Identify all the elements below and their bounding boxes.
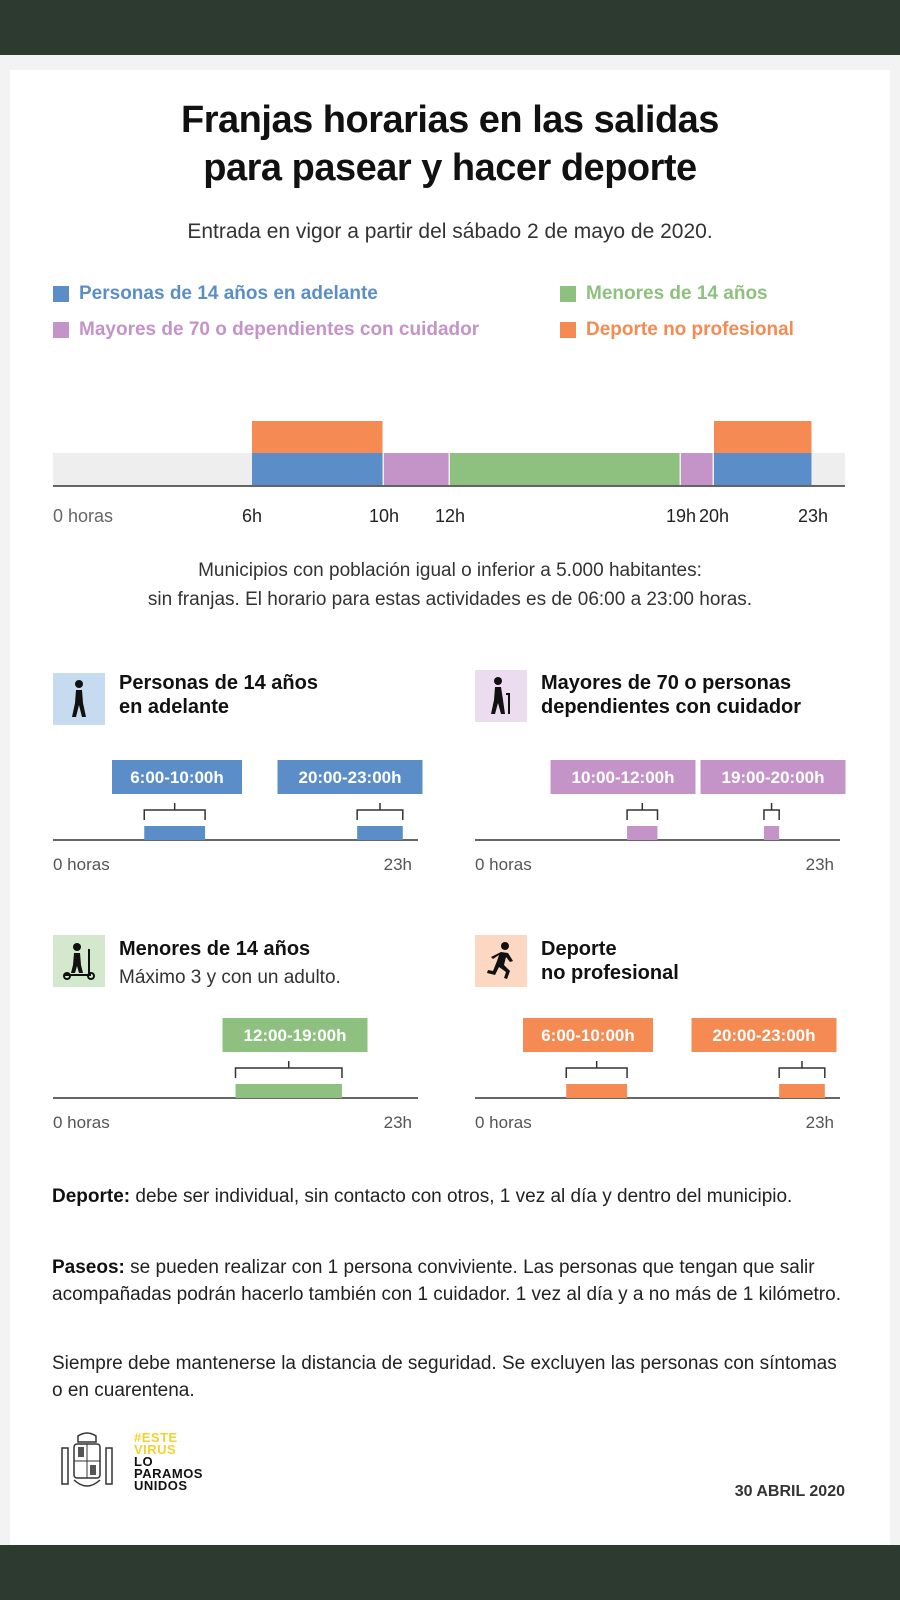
legend-item-14-plus <box>53 283 378 305</box>
slogan-line: UNIDOS <box>134 1478 188 1493</box>
tick-label: 6h <box>241 506 263 526</box>
timeline-bar <box>714 421 812 453</box>
section-bracket <box>236 1061 342 1078</box>
section-title-14-plus <box>119 671 318 719</box>
axis-start-label: 0 horas <box>53 1113 110 1132</box>
range-label: 12:00-19:00h <box>243 1026 347 1045</box>
tick-label: 23h <box>797 506 829 526</box>
section-title-sport <box>541 937 679 985</box>
este-virus-slogan-logo <box>134 1432 203 1492</box>
tick-label: 12h <box>434 506 466 526</box>
walking-person-icon <box>53 673 105 725</box>
axis-start-label: 0 horas <box>475 855 532 874</box>
slogan-line: LO <box>134 1454 154 1469</box>
deporte-paragraph <box>52 1183 852 1210</box>
tick-label: 19h <box>665 506 697 526</box>
section-title-line: Deporte <box>541 938 617 960</box>
range-label: 19:00-20:00h <box>721 768 825 787</box>
section-bar-14-plus <box>357 826 403 840</box>
running-person-icon <box>475 935 527 987</box>
timeline-bar <box>681 453 713 485</box>
deporte-text: debe ser individual, sin contacto con otros, 1 vez al día y dentro del municipio. <box>130 1186 793 1207</box>
legend-swatch-orange <box>560 322 576 338</box>
section-title-line: en adelante <box>119 696 230 718</box>
small-charts-row-1 <box>0 760 900 900</box>
section-bracket <box>764 803 779 820</box>
axis-end-label: 23h <box>383 855 412 874</box>
timeline-bar <box>252 453 383 485</box>
axis-end-label: 23h <box>383 1113 412 1132</box>
section-bar-over-70 <box>764 826 779 840</box>
axis-end-label: 23h <box>805 1113 834 1132</box>
slogan-line: #ESTE <box>134 1430 178 1445</box>
axis-start-label: 0 horas <box>475 1113 532 1132</box>
section-bracket <box>566 1061 627 1078</box>
legend-item-sport <box>560 319 794 341</box>
range-label: 6:00-10:00h <box>541 1026 635 1045</box>
page-title-line1: Franjas horarias en las salidas <box>181 99 719 141</box>
range-label: 10:00-12:00h <box>571 768 675 787</box>
range-label: 6:00-10:00h <box>130 768 224 787</box>
tick-label: 20h <box>698 506 730 526</box>
section-bracket <box>357 803 403 820</box>
section-bar-14-plus <box>144 826 205 840</box>
paseos-label: Paseos: <box>52 1257 125 1278</box>
legend-label: Deporte no profesional <box>586 319 794 340</box>
section-title-under-14: Menores de 14 años <box>119 938 311 960</box>
timeline-bar <box>384 453 449 485</box>
page-subtitle: Entrada en vigor a partir del sábado 2 de mayo de 2020. <box>187 220 713 243</box>
section-title-line: no profesional <box>541 962 679 984</box>
siempre-paragraph: Siempre debe mantenerse la distancia de seguridad. Se excluyen las personas con síntomas o en cuarentena. <box>52 1353 837 1401</box>
section-bar-under-14 <box>236 1084 342 1098</box>
axis-start-label: 0 horas <box>53 855 110 874</box>
deporte-label: Deporte: <box>52 1186 131 1207</box>
section-bracket <box>144 803 205 820</box>
elderly-person-with-cane-icon <box>475 670 527 722</box>
legend-label: Menores de 14 años <box>586 283 768 304</box>
small-charts-row-2 <box>0 1018 900 1158</box>
section-bracket <box>627 803 657 820</box>
section-bar-sport <box>779 1084 825 1098</box>
paseos-text: se pueden realizar con 1 persona conviviente. Las personas que tengan que salir acompañadas podrán hacerlo también con 1 cuidador. 1 vez al día y a no más de 1 kilómetro. <box>52 1257 841 1305</box>
page-title-line2: para pasear y hacer deporte <box>203 147 697 189</box>
legend-swatch-blue <box>53 286 69 302</box>
child-on-scooter-icon <box>53 935 105 987</box>
publication-date: 30 ABRIL 2020 <box>734 1483 845 1500</box>
slogan-line: VIRUS <box>134 1442 177 1457</box>
tick-label: 10h <box>368 506 400 526</box>
section-title-line: Mayores de 70 o personas <box>541 672 792 694</box>
slogan-line: PARAMOS <box>134 1466 203 1481</box>
timeline-bar <box>450 453 680 485</box>
section-bar-sport <box>566 1084 627 1098</box>
legend-swatch-purple <box>53 322 69 338</box>
spain-coat-of-arms-logo <box>56 1430 118 1496</box>
axis-end-label: 23h <box>805 855 834 874</box>
timeline-bar <box>714 453 812 485</box>
legend-label: Personas de 14 años en adelante <box>79 283 378 304</box>
small-municipality-note-line2: sin franjas. El horario para estas actividades es de 06:00 a 23:00 horas. <box>147 589 753 610</box>
legend-swatch-green <box>560 286 576 302</box>
timeline-bar <box>252 421 383 453</box>
legend-item-over-70 <box>53 319 479 341</box>
section-title-line: dependientes con cuidador <box>541 696 802 718</box>
legend-item-under-14 <box>560 283 768 305</box>
section-bracket <box>779 1061 825 1078</box>
range-label: 20:00-23:00h <box>712 1026 816 1045</box>
range-label: 20:00-23:00h <box>298 768 402 787</box>
legend-label: Mayores de 70 o dependientes con cuidador <box>79 319 480 340</box>
tick-label: 0 horas <box>53 506 114 526</box>
section-title-over-70 <box>541 671 801 719</box>
section-subtitle-under-14: Máximo 3 y con un adulto. <box>119 967 341 988</box>
small-municipality-note-line1: Municipios con población igual o inferior a 5.000 habitantes: <box>198 560 702 581</box>
main-timeline-chart <box>0 405 900 535</box>
paseos-paragraph <box>52 1254 852 1308</box>
section-title-line: Personas de 14 años <box>119 672 318 694</box>
section-bar-over-70 <box>627 826 657 840</box>
